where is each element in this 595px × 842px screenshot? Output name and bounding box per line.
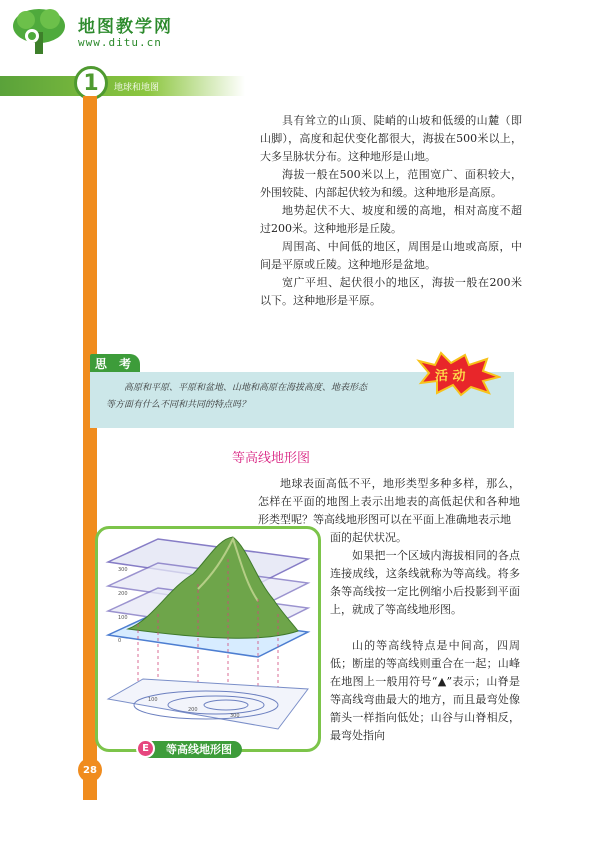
map-label-200: 200 — [188, 707, 198, 713]
map-label-100: 100 — [148, 697, 158, 703]
site-url: www.ditu.cn — [78, 36, 162, 49]
tree-globe-icon — [8, 6, 70, 56]
activity-badge — [415, 351, 501, 397]
section-title: 等高线地形图 — [232, 451, 311, 466]
chapter-title: 地球和地图 — [114, 83, 160, 93]
level-label-200: 200 — [118, 591, 128, 597]
figure-caption: 等高线地形图 — [140, 741, 242, 758]
level-label-100: 100 — [118, 615, 128, 621]
paragraph-plain: 宽广平坦、起伏很小的地区，海拔一般在200米以下。这种地形是平原。 — [260, 276, 522, 307]
level-label-0: 0 — [118, 638, 122, 644]
paragraph-plateau: 海拔一般在500米以上，范围宽广、面积较大，外围较陡、内部起伏较为和缓。这种地形是高原。 — [260, 168, 522, 199]
page-number: 28 — [78, 758, 102, 782]
level-label-300: 300 — [118, 567, 128, 573]
section-contour-features: 山的等高线特点是中间高，四周低；断崖的等高线则重合在一起；山峰在地图上一般用符号“▲”表示；山脊是等高线弯曲最大的地方，而且最弯处像箭头一样指向低处；山谷与山脊相反，最弯处指向 — [330, 639, 520, 742]
section-intro: 地球表面高低不平，地形类型多种多样，那么，怎样在平面的地图上表示出地表的高低起伏和各种地形类型呢？等高线地形图可以在平面上准确地表示地 — [258, 477, 520, 526]
figure-letter: E — [136, 739, 155, 758]
activity-badge-text: 活 动 — [435, 369, 466, 384]
activity-question: 高原和平原、平原和盆地、山地和高原在海拔高度、地表形态等方面有什么不同和共同的特点吗？ — [106, 383, 368, 410]
map-label-300: 300 — [230, 713, 240, 719]
section-intro-end: 面的起伏状况。 — [330, 531, 407, 544]
contour-figure — [98, 529, 318, 749]
paragraph-mountain: 具有耸立的山顶、陡峭的山坡和低缓的山麓（即山脚），高度和起伏变化都很大，海拔在500米以上，大多呈脉状分布。这种地形是山地。 — [260, 114, 522, 163]
paragraph-basin: 周围高、中间低的地区，周围是山地或高原，中间是平原或丘陵。这种地形是盆地。 — [260, 240, 522, 271]
chapter-number: 1 — [74, 66, 108, 100]
paragraph-hills: 地势起伏不大、坡度和缓的高地，相对高度不超过200米。这种地形是丘陵。 — [260, 204, 522, 235]
site-title: 地图教学网 — [78, 17, 173, 37]
section-contour-definition: 如果把一个区域内海拔相同的各点连接成线，这条线就称为等高线。将多条等高线按一定比例缩小后投影到平面上，就成了等高线地形图。 — [330, 549, 520, 616]
site-logo — [8, 6, 208, 56]
activity-label: 思 考 — [90, 354, 140, 372]
